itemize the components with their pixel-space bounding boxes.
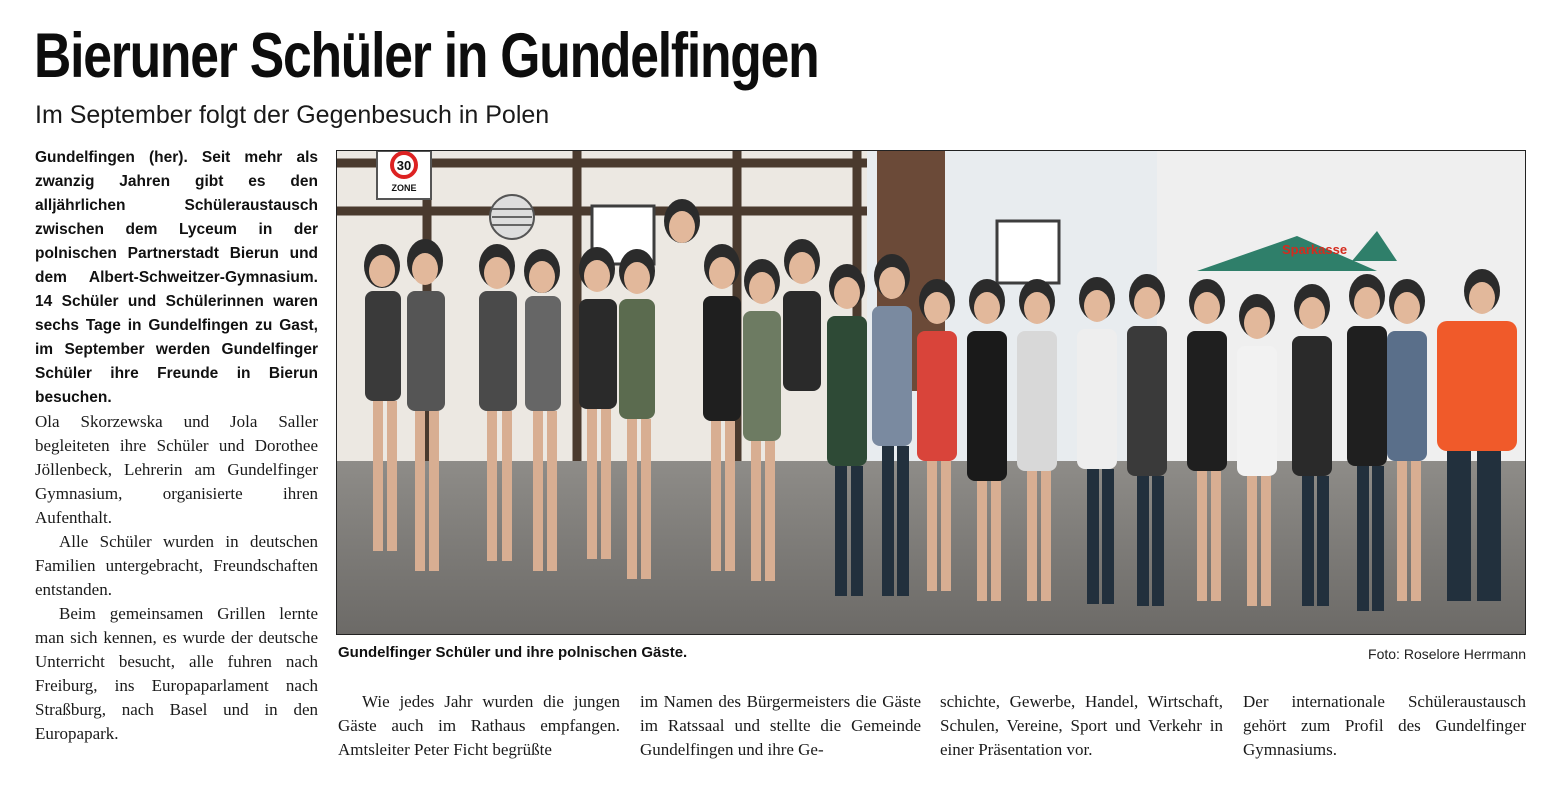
speed-limit-number: 30	[396, 158, 412, 173]
lead-paragraph: Gundelfingen (her). Seit mehr als zwanzig Jahren gibt es den alljährlichen Schüleraustausch zwischen dem Lyceum in der polnischen Partnerstadt Bierun und dem Albert-Schweitzer-Gymnasium. 14 Schüler und Schülerinnen waren sechs Tage in Gundelfingen zu Gast, im September werden Gundelfinger Schüler ihre Freunde in Bierun besuchen.	[35, 149, 318, 406]
group-photo	[336, 150, 1526, 635]
text-column-4	[940, 690, 1223, 762]
body-paragraph-3: Beim gemeinsamen Grillen lernte man sich kennen, es wurde der deutsche Unterricht besucht, alle fuhren nach Freiburg, ins Europaparlament nach Straßburg, nach Basel und in den Europapark.	[35, 604, 318, 743]
photo-caption: Gundelfinger Schüler und ihre polnischen Gäste.	[338, 644, 688, 661]
body-paragraph-1: Ola Skorzewska und Jola Saller begleiteten ihre Schüler und Dorothee Jöllenbeck, Lehrerin am Gundelfinger Gymnasium, organisierte ihren Aufenthalt.	[35, 412, 318, 527]
body-paragraph-2: Alle Schüler wurden in deutschen Familien untergebracht, Freundschaften entstanden.	[35, 532, 318, 599]
bank-sign: Sparkasse	[1282, 242, 1348, 257]
text-column-3	[640, 690, 921, 762]
photo-credit: Foto: Roselore Herrmann	[1368, 646, 1526, 662]
text-column-5	[1243, 690, 1526, 762]
body-paragraph-4-end: schichte, Gewerbe, Handel, Wirtschaft, Schulen, Vereine, Sport und Verkehr in einer Präsentation vor.	[940, 692, 1223, 759]
headline: Bieruner Schüler in Gundelfingen	[34, 21, 819, 91]
body-paragraph-4: Wie jedes Jahr wurden die jungen Gäste auch im Rathaus empfangen. Amtsleiter Peter Ficht begrüßte	[338, 692, 620, 759]
body-paragraph-4-continued: im Namen des Bürgermeisters die Gäste im Ratssaal und stellte die Gemeinde Gundelfingen und ihre Ge-	[640, 692, 921, 759]
group-photo-illustration	[337, 151, 1525, 634]
text-column-2	[338, 690, 620, 762]
body-paragraph-5: Der internationale Schüleraustausch gehört zum Profil des Gundelfinger Gymnasiums.	[1243, 692, 1526, 759]
zone-label: ZONE	[391, 183, 417, 193]
subheadline: Im September folgt der Gegenbesuch in Polen	[35, 101, 550, 129]
text-column-1	[35, 146, 318, 746]
